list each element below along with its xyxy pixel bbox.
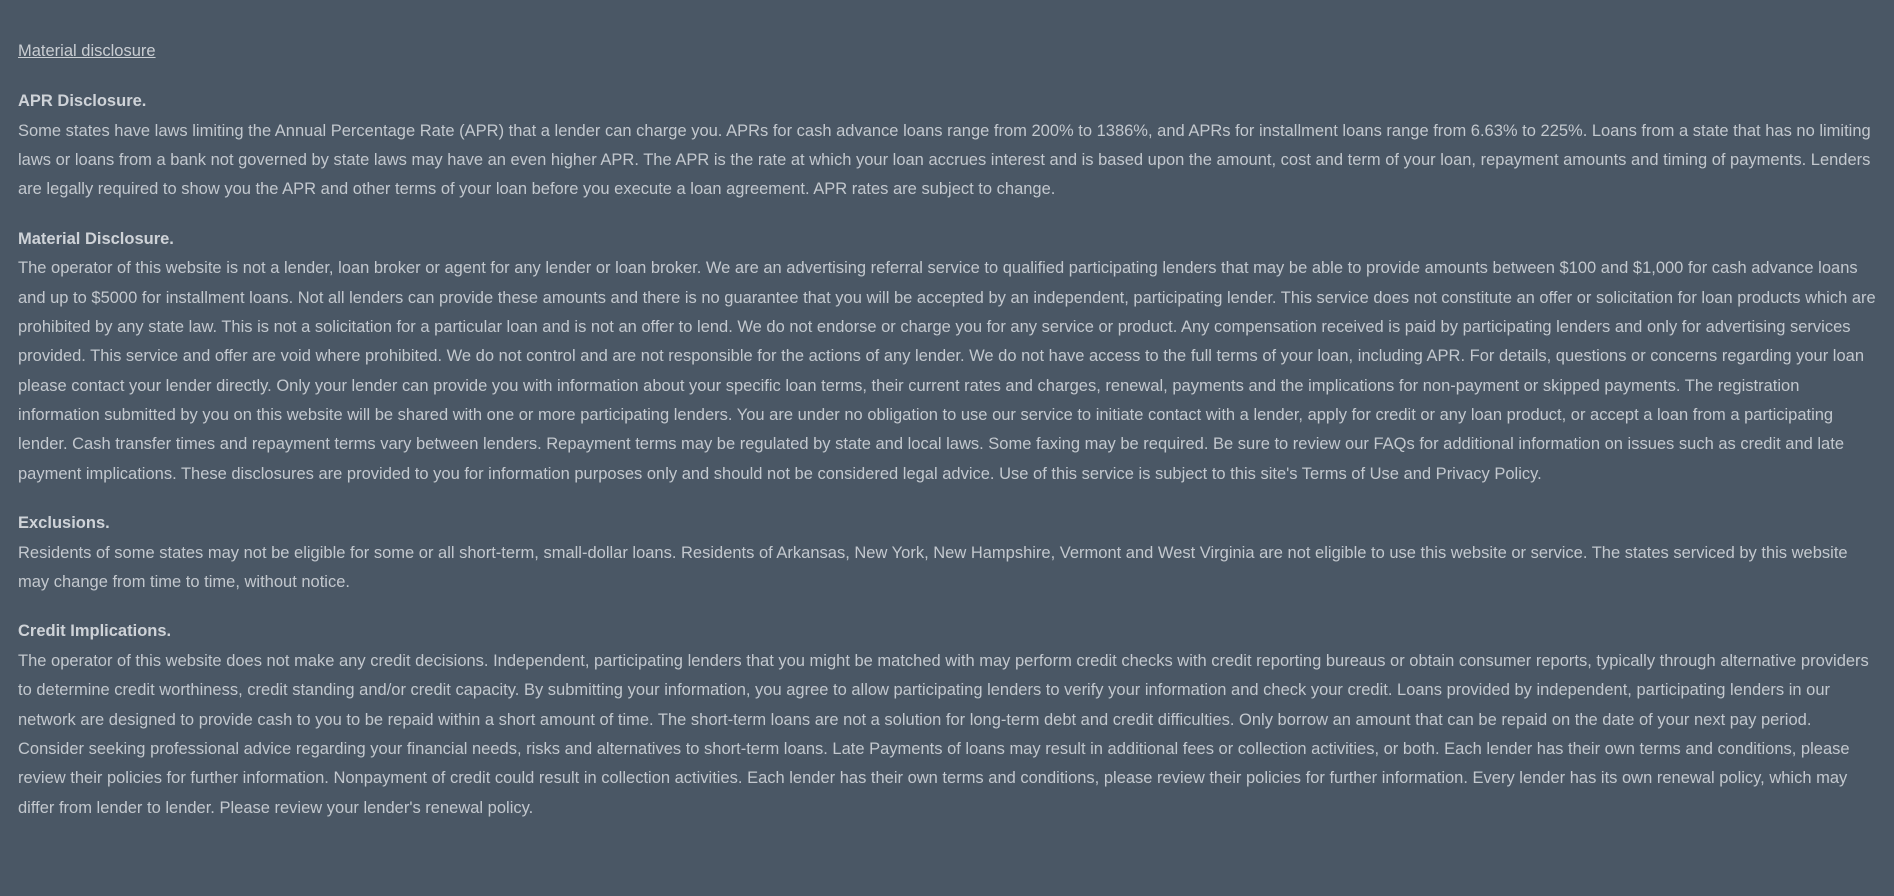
section-exclusions xyxy=(18,511,1876,597)
section-heading: Credit Implications. xyxy=(18,622,172,641)
section-body: The operator of this website is not a lender, loan broker or agent for any lender or loan broker. We are an advertising referral service to qualified participating lenders that may be able to provide amounts between $100 and $1,000 for cash advance loans and up to $5000 for installment loans. Not all lenders can provide these amounts and there is no guarantee that you will be accepted by an independent, participating lender. This service does not constitute an offer or solicitation for loan products which are prohibited by any state law. This is not a solicitation for a particular loan and is not an offer to lend. We do not endorse or charge you for any service or product. Any compensation received is paid by participating lenders and only for advertising services provided. This service and offer are void where prohibited. We do not control and are not responsible for the actions of any lender. We do not have access to the full terms of your loan, including APR. For details, questions or concerns regarding your loan please contact your lender directly. Only your lender can provide you with information about your specific loan terms, their current rates and charges, renewal, payments and the implications for non-payment or skipped payments. The registration information submitted by you on this website will be shared with one or more participating lenders. You are under no obligation to use our service to initiate contact with a lender, apply for credit or any loan product, or accept a loan from a participating lender. Cash transfer times and repayment terms vary between lenders. Repayment terms may be regulated by state and local laws. Some faxing may be required. Be sure to review our FAQs for additional information on issues such as credit and late payment implications. These disclosures are provided to you for information purposes only and should not be considered legal advice. Use of this service is subject to this site's Terms of Use and Privacy Policy. xyxy=(18,259,1876,483)
section-apr-disclosure xyxy=(18,89,1876,205)
section-body: Residents of some states may not be eligible for some or all short-term, small-dollar loans. Residents of Arkansas, New York, New Hampshire, Vermont and West Virginia are not eligible to use this website or service. The states serviced by this website may change from time to time, without notice. xyxy=(18,543,1848,592)
section-heading: Exclusions. xyxy=(18,514,110,533)
section-heading: APR Disclosure. xyxy=(18,92,147,111)
section-credit-implications xyxy=(18,619,1876,823)
material-disclosure-link[interactable]: Material disclosure xyxy=(18,42,156,60)
section-heading: Material Disclosure. xyxy=(18,229,174,248)
section-body: Some states have laws limiting the Annual Percentage Rate (APR) that a lender can charge you. APRs for cash advance loans range from 200% to 1386%, and APRs for installment loans range from 6.63% to 225%. Loans from a state that has no limiting laws or loans from a bank not governed by state laws may have an even higher APR. The APR is the rate at which your loan accrues interest and is based upon the amount, cost and term of your loan, repayment amounts and timing of payments. Lenders are legally required to show you the APR and other terms of your loan before you execute a loan agreement. APR rates are subject to change. xyxy=(18,121,1871,199)
section-material-disclosure xyxy=(18,227,1876,489)
section-body: The operator of this website does not make any credit decisions. Independent, participating lenders that you might be matched with may perform credit checks with credit reporting bureaus or obtain consumer reports, typically through alternative providers to determine credit worthiness, credit standing and/or credit capacity. By submitting your information, you agree to allow participating lenders to verify your information and check your credit. Loans provided by independent, participating lenders in our network are designed to provide cash to you to be repaid within a short amount of time. The short-term loans are not a solution for long-term debt and credit difficulties. Only borrow an amount that can be repaid on the date of your next pay period. Consider seeking professional advice regarding your financial needs, risks and alternatives to short-term loans. Late Payments of loans may result in additional fees or collection activities, or both. Each lender has their own terms and conditions, please review their policies for further information. Nonpayment of credit could result in collection activities. Each lender has their own terms and conditions, please review their policies for further information. Every lender has its own renewal policy, which may differ from lender to lender. Please review your lender's renewal policy. xyxy=(18,652,1869,817)
